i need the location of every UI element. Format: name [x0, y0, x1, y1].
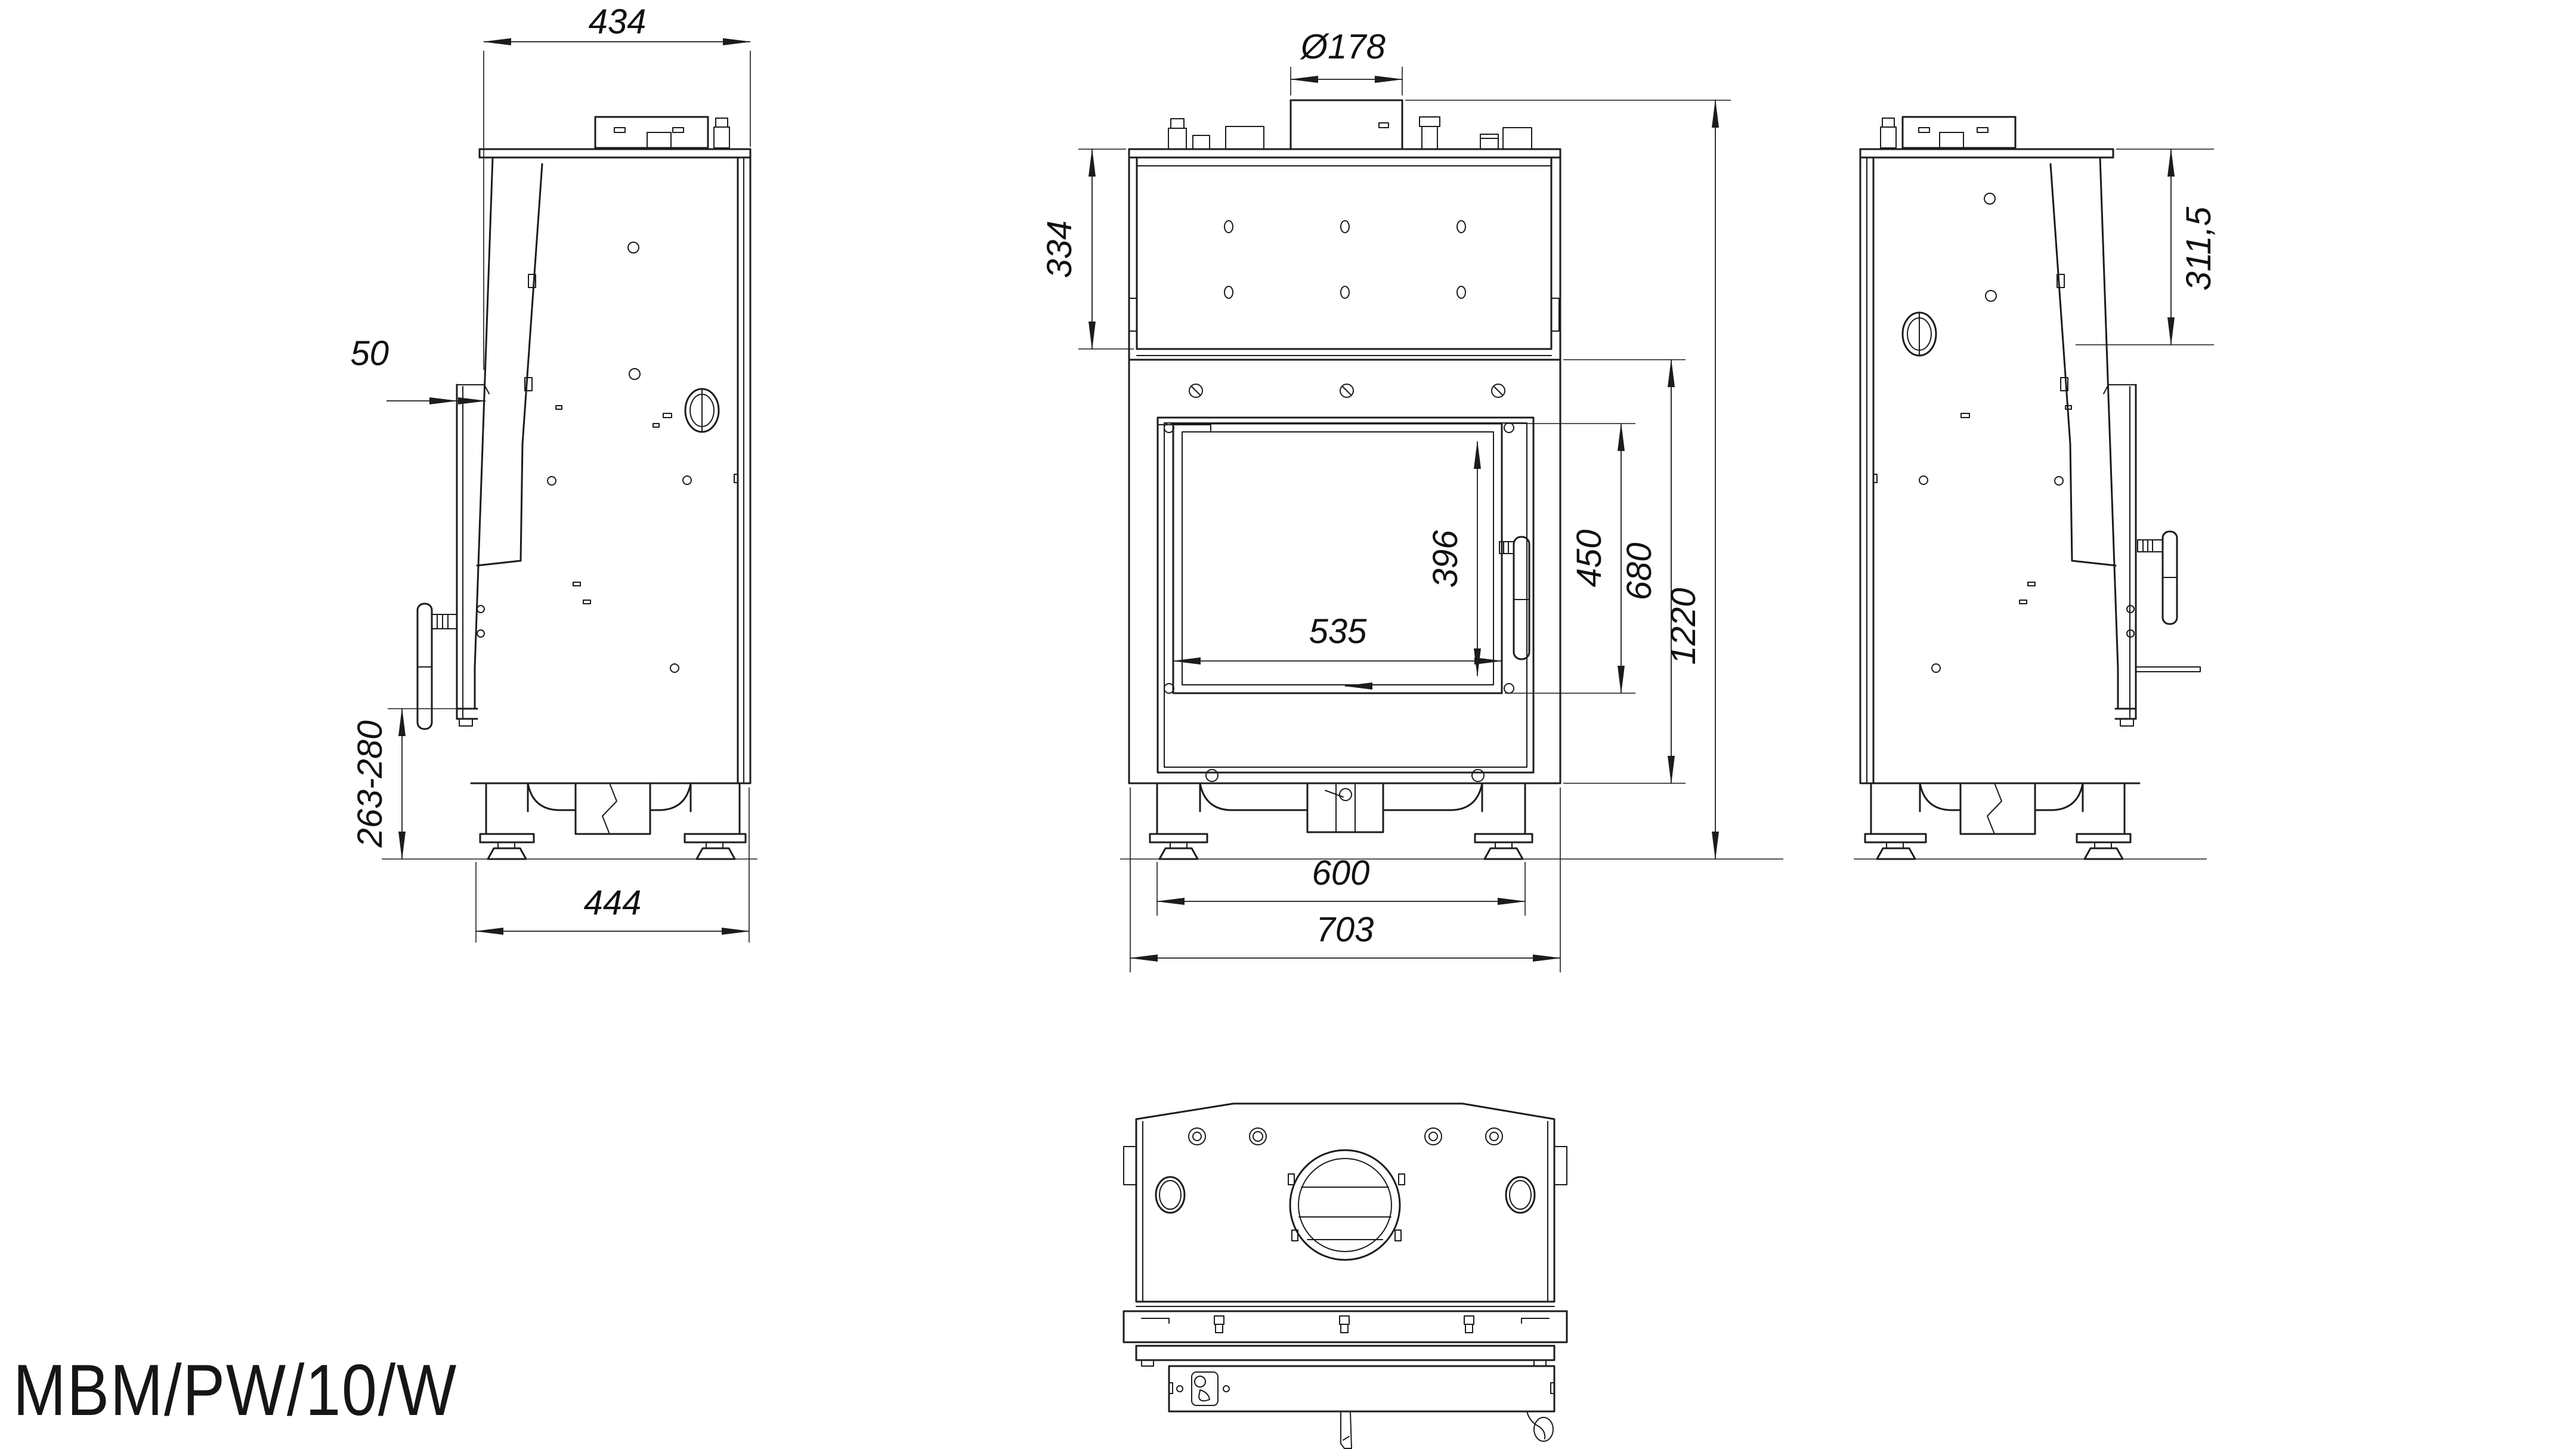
- dim-glass-offset: [350, 334, 485, 401]
- dim-bottom-depth: [476, 787, 749, 943]
- screw: [1472, 770, 1484, 781]
- hinge-bracket: [1158, 425, 1211, 431]
- dim-glass-offset-label: 50: [350, 334, 389, 373]
- dim-top-depth-label: 434: [588, 2, 647, 41]
- air-inlet-port: [685, 389, 719, 432]
- left-foot: [480, 834, 534, 859]
- flue-outlet: [1288, 1150, 1405, 1260]
- grate-lever: [2136, 667, 2200, 672]
- dim-firebox-height-label: 680: [1620, 542, 1659, 601]
- right-body-details: [1903, 193, 2134, 672]
- right-door-handle: [2138, 532, 2177, 624]
- water-fitting-cap: [1882, 118, 1894, 127]
- right-side-view: [1854, 117, 2218, 859]
- left-base: [382, 783, 757, 859]
- bolt-holes: [1189, 1128, 1502, 1145]
- corner-bracket: [1142, 1318, 1169, 1323]
- dim-base-height-label: 263-280: [351, 720, 389, 848]
- right-base: [1854, 783, 2207, 859]
- lever-wire: [1527, 1411, 1553, 1441]
- front-exchanger-box: [1129, 157, 1560, 360]
- clip: [1214, 1316, 1224, 1333]
- dim-glass-opening-width-label: 535: [1309, 612, 1367, 651]
- side-tab: [1551, 298, 1559, 331]
- left-foot: [1865, 834, 1926, 859]
- dim-glass-inner-height: [1426, 441, 1477, 676]
- collar-tab: [1288, 1174, 1294, 1185]
- collar-tab: [1399, 1174, 1405, 1185]
- right-foot: [2077, 834, 2130, 859]
- dim-base-height: [351, 709, 471, 859]
- dim-flue-diameter: [1291, 27, 1402, 95]
- front-panel: [1129, 157, 1560, 783]
- screw: [1189, 384, 1202, 397]
- screw: [1206, 770, 1218, 781]
- left-exchanger-box: [595, 117, 729, 148]
- water-connection: [1168, 128, 1186, 149]
- safety-valve: [1422, 126, 1437, 149]
- right-top-plate: [1860, 149, 2113, 157]
- dim-glass-inner-height-label: 396: [1426, 530, 1465, 588]
- right-foot: [1475, 834, 1532, 859]
- front-top-plate: [1129, 149, 1560, 157]
- air-inlet-port: [1903, 313, 1936, 356]
- dim-feet-spacing-label: 600: [1312, 854, 1370, 892]
- dim-hood-height-label: 311,5: [2179, 206, 2218, 291]
- bottom-view: [1124, 1104, 1567, 1448]
- break-line: [1987, 783, 2002, 834]
- dim-total-height-label: 1220: [1664, 588, 1703, 665]
- front-frame-plan: [1169, 1366, 1554, 1411]
- front-view: [1040, 27, 1783, 972]
- right-back-panel: [1860, 157, 1877, 783]
- door-handle: [1499, 537, 1529, 659]
- dim-feet-spacing: [1157, 854, 1525, 916]
- dim-exchanger-height-label: 334: [1040, 220, 1079, 279]
- water-fitting: [714, 127, 729, 148]
- right-front-profile: [2051, 157, 2118, 709]
- right-foot: [685, 834, 746, 859]
- side-tab: [1124, 1147, 1136, 1185]
- flue-collar: [1291, 100, 1402, 149]
- dim-hood-height: [2076, 149, 2218, 345]
- side-ports: [1156, 1177, 1535, 1213]
- screw: [1340, 789, 1352, 801]
- ash-channel: [1307, 783, 1383, 832]
- dim-glass-opening-height-label: 450: [1570, 529, 1609, 588]
- right-exchanger-box: [1881, 117, 2015, 148]
- dim-glass-opening-width: [1173, 612, 1502, 661]
- clip: [1340, 1316, 1349, 1333]
- model-label: MBM/PW/10/W: [13, 1349, 457, 1431]
- latch-plate: [1177, 1372, 1229, 1405]
- screw: [1340, 384, 1353, 397]
- screw: [1492, 384, 1505, 397]
- left-foot: [1150, 834, 1207, 859]
- ash-stub: [1341, 1411, 1352, 1448]
- top-fittings: [1168, 117, 1532, 149]
- side-tab: [1129, 298, 1137, 331]
- dim-flue-diameter-label: Ø178: [1301, 27, 1386, 66]
- door-bottom-bar: [1136, 1346, 1554, 1360]
- left-door-glass: [457, 385, 489, 726]
- water-fitting: [1881, 127, 1896, 148]
- left-side-view: [350, 2, 757, 943]
- bottom-outline: [1124, 1104, 1567, 1302]
- water-fitting-cap: [716, 118, 728, 127]
- dim-exchanger-height: [1040, 149, 1134, 349]
- left-body-details: [477, 242, 719, 672]
- left-door-handle: [418, 604, 457, 729]
- left-back-panel: [734, 157, 750, 783]
- left-front-profile: [475, 157, 542, 709]
- collar-tab: [1395, 1230, 1401, 1241]
- screw: [1504, 684, 1514, 693]
- dim-glass-opening-height: [1505, 424, 1635, 693]
- break-line: [602, 783, 617, 834]
- dim-total-width-label: 703: [1316, 910, 1374, 949]
- screw: [1504, 423, 1514, 432]
- clip: [1464, 1316, 1474, 1333]
- side-tab: [1554, 1147, 1567, 1185]
- corner-bracket: [1522, 1318, 1549, 1323]
- bottom-front-assembly: [1124, 1306, 1567, 1448]
- dim-bottom-depth-label: 444: [583, 883, 642, 922]
- left-top-plate: [480, 149, 750, 157]
- dim-total-height: [1405, 100, 1731, 859]
